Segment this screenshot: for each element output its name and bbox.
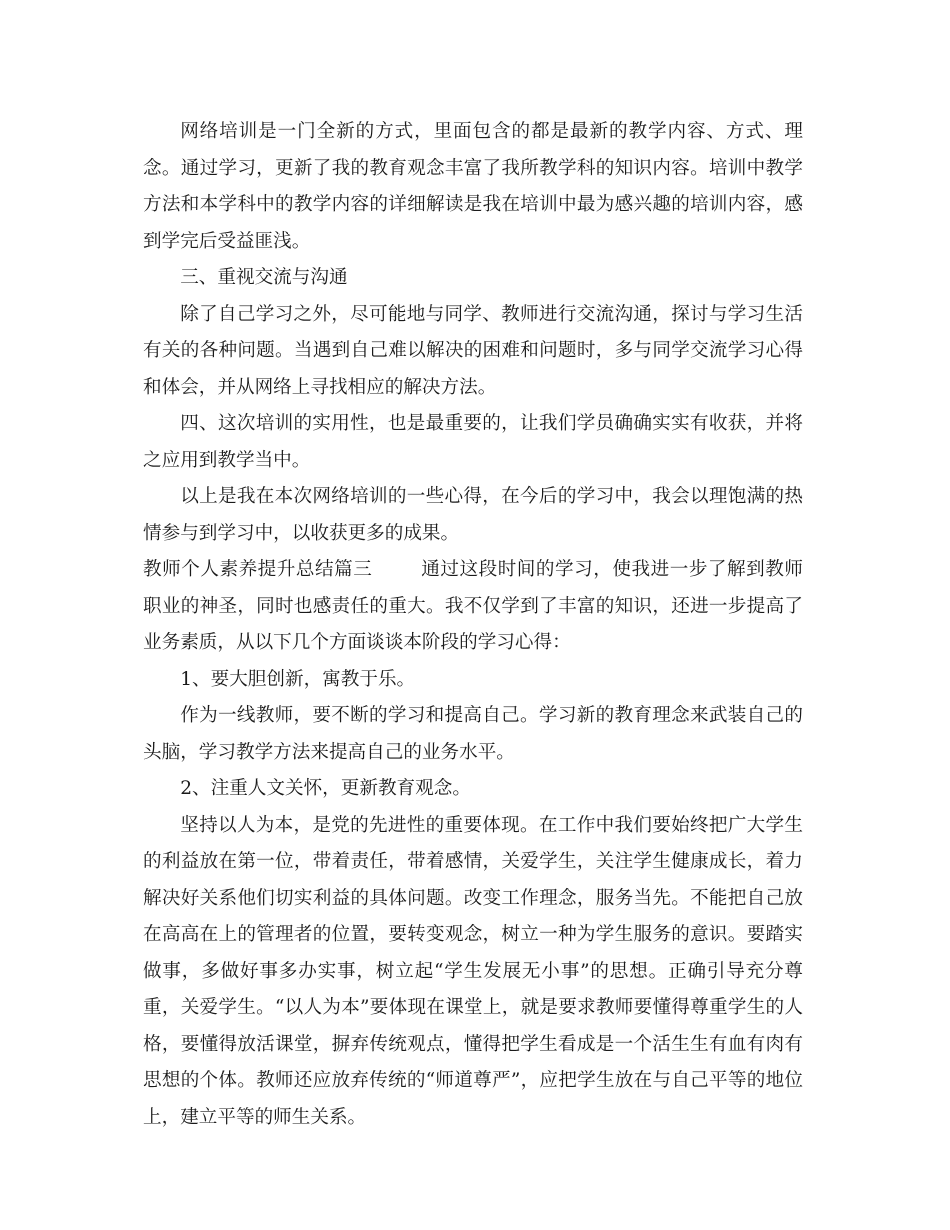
- paragraph-innovation: 作为一线教师，要不断的学习和提高自己。学习新的教育理念来武装自己的头脑，学习教学方法来提高自己的业务水平。: [143, 705, 803, 763]
- paragraph-communication: 除了自己学习之外，尽可能地与同学、教师进行交流沟通，探讨与学习生活有关的各种问题。当遇到自己难以解决的困难和问题时，多与同学交流学习心得和体会，并从网络上寻找相应的解决方法。: [143, 303, 803, 398]
- paragraph-people-oriented: 坚持以人为本，是党的先进性的重要体现。在工作中我们要始终把广大学生的利益放在第一位，带着责任，带着感情，关爱学生，关注学生健康成长，着力解决好关系他们切实利益的具体问题。改变工作理念，服务当先。不能把自己放在高高在上的管理者的位置，要转变观念，树立一种为学生服务的意识。要踏实做事，多做好事多办实事，树立起“学生发展无小事”的思想。正确引导充分尊重，关爱学生。“以人为本”要体现在课堂上，就是要求教师要懂得尊重学生的人格，要懂得放活课堂，摒弃传统观点，懂得把学生看成是一个活生生有血有肉有思想的个体。教师还应放弃传统的“师道尊严”，应把学生放在与自己平等的地位上，建立平等的师生关系。: [143, 814, 803, 1128]
- paragraph-practicality: 四、这次培训的实用性，也是最重要的，让我们学员确确实实有收获，并将之应用到教学当中。: [143, 413, 803, 471]
- section-intro: 通过这段时间的学习，使我进一步了解到教师职业的神圣，同时也感责任的重大。我不仅学到了丰富的知识，还进一步提高了业务素质，从以下几个方面谈谈本阶段的学习心得：: [143, 559, 803, 653]
- paragraph-network-training: 网络培训是一门全新的方式，里面包含的都是最新的教学内容、方式、理念。通过学习，更新了我的教育观念丰富了我所教学科的知识内容。培训中教学方法和本学科中的教学内容的详细解读是我在培训中最为感兴趣的培训内容，感到学完后受益匪浅。: [143, 121, 803, 252]
- document-body: [143, 114, 803, 1136]
- section-title: 教师个人素养提升总结篇三: [143, 559, 373, 580]
- paragraph-conclusion: 以上是我在本次网络培训的一些心得，在今后的学习中，我会以理饱满的热情参与到学习中，以收获更多的成果。: [143, 486, 803, 544]
- section-three-opening: [143, 552, 803, 662]
- heading-communication: 三、重视交流与沟通: [180, 267, 348, 288]
- heading-humanistic-care: 2、注重人文关怀，更新教育观念。: [180, 778, 471, 799]
- heading-innovation: 1、要大胆创新，寓教于乐。: [180, 668, 416, 690]
